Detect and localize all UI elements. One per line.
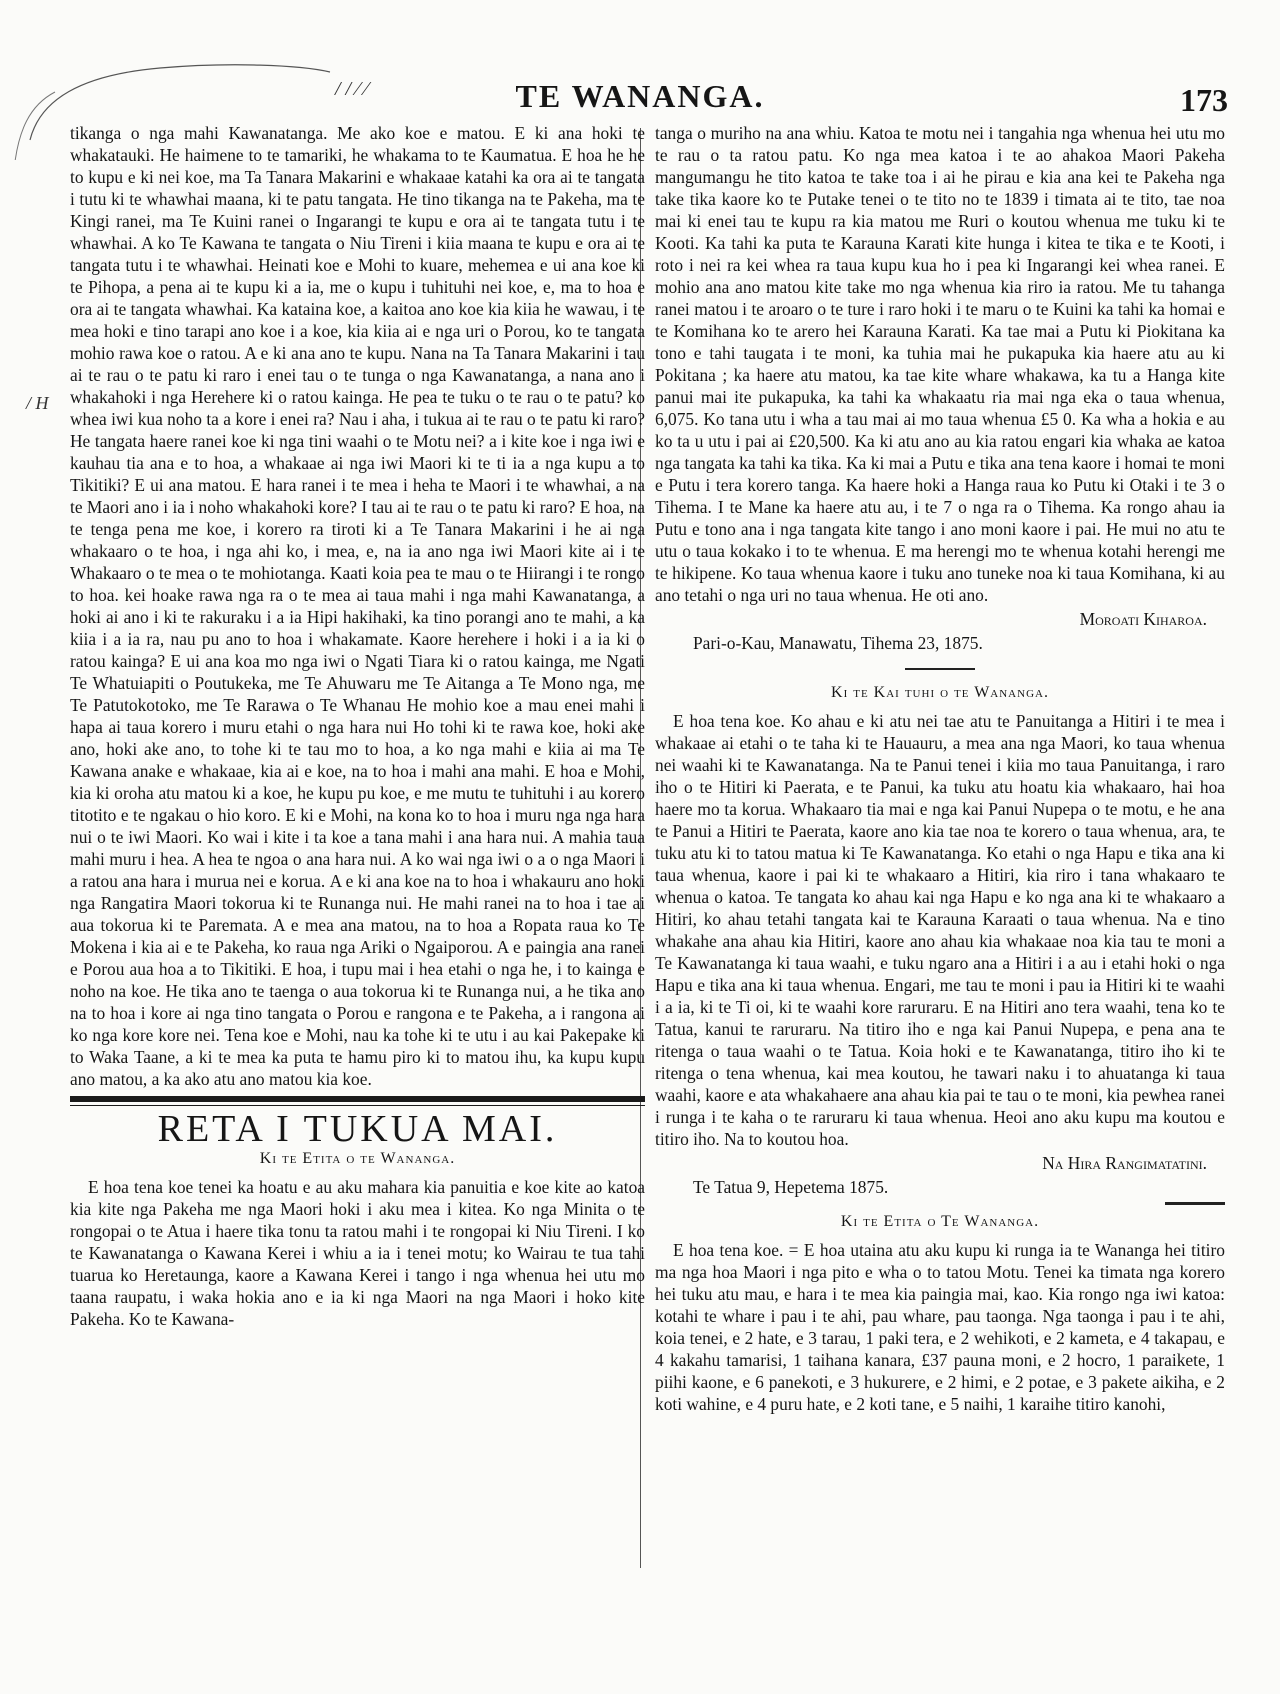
article-continuation: tikanga o nga mahi Kawanatanga. Me ako koe e matou. E ki ana hoki te whakatauki. He haimene to te tamariki, he whakama to te Kaumatua. E hoa he he to kupu e ki nei koe, ma Ta Tanara Makarini e whakaae katahi ka ora ai te tangata i tutu ki te whawhai maana, ki te patu tangata. He tino tikanga na te Pakeha, ma te Kingi ranei, ma Te Kuini ranei o Ingarangi te kupu e ora ai te tangata tutu i te whawhai. A ko Te Kawana te tangata o Niu Tireni i kiia maana te kupu e ora ai te tangata tutu i te whawhai. Heinati koe e Mohi to kuare, mehemea e ui ana koe ki te Pihopa, a pena ai te kupu ki a ia, me o kupu i tuhituhi nei koe, e, ma to hoa e ora ai te tangata whawhai. Ka kataina koe, a kaitoa ano koe kia kiia he wawau, i te mea hoki e tino tarapi ano koe i a koe, kia kiia ai e nga uri o Porou, ko te tangata mohio rawa koe o ratou. A e ki ana ano te kupu. Nana na Ta Tanara Makarini i tau ai te rau o te patu ki raro i enei tau o te tunga o nga Kawanatanga, a nana ano i whakahoki i nga Herehere ki o ratou kainga. He pea te tuku o te rau o te patu? ko whea iwi kua noho ta a kore i enei ra? Nau i aha, i tukua ai te rau o te patu ki raro? He tangata haere ranei koe ki nga tini waahi o te Motu nei? a i kite koe i nga iwi e kauhau tia ana e to hoa, a whakaae ai nga iwi Maori ki te ti ia a nga kupu a to Tikitiki? E ui ana matou. E hara ranei i te mea i heha te Maori i te whawhai, a na te Maori ano i ia i noho whakahoki kore? I tau ai te rau o te patu ki raro? E hoa, na te tenga pena me koe, i korero ra tiroti ki a Te Tanara Makarini i he ai nga whakaaro o te hoa, i nga ahi ko, i mea, e, na ia ano nga iwi Maori kite ai i te Whakaaro o te mea o te mohiotanga. Kaati koia pea te mau o te Hiirangi i te rongo to hoa. kei hoake rawa nga ra o te mea ai taua mahi i nga mahi Kawanatanga, a hoki ai ano i ki te rakuraku i a ia Hipi hakihaki, ka tino porangi ano te mahi, a ka kiia i a ia ra, nau pu ano to hoa i whakamate. Kaore herehere i hoki i a ia ki o ratou kainga? E ui ana koa mo nga iwi o Ngati Tiara ki o ratou kainga, me Ngati Te Whatuiapiti o Poutukeka, me Te Ahuwaru me Te Aitanga a Te Mono nga, me Te Patutokotoko, me Te Rarawa o Te Whanau He mohio koe a mau enei mahi i hapa ai taua korero i muru etahi o nga hara nui Ho tohi ki te rawa koe, hoki ake ano, hoki ake ano, to tohe ki te tau mo to hoa, a ko nga mahi e kiia ai ma Te Kawana anake e whakaae, kia ai e koe, na to hoa i mahi ana mahi. E hoa e Mohi, kia ki oroha atu matou ki a koe, he kupu pu koe, e me mutu te tuhituhi i au korero titotito e te ngakau o hio koro. E ki e Mohi, na kona ko to hoa i muru nga nga hara nui o te iwi Maori. Ko wai i kite i ta koe a tana mahi i ana hara nui. A mahia taua mahi muru i hea. A hea te ngoa o ana hara nui. A ko wai nga iwi o a o nga Maori i a ratou ana hara i murua nei e koruа. A e ki ana koe na to hoa i whakauru ano hoki nga Rangatira Maori tokorua ki te Runanga nui. He mahi ranei na to hoa i tae ai aua tokorua ki te Paremata. A e mea ana matou, na to hoa a Ropata raua ko Te Mokena i kia ai e te Pakeha, ko raua nga Ariki o Ngaiporou. A e paingia ana ranei e Porou aua hoa a to Tikitiki. E hoa, i tupu mai i hea etahi o nga he, i to kainga e noho na koe. He tika ano te taenga o aua tokorua ki te Runanga nui, a he tika ano na to hoa i kore ai nga tino tangata o Porou e rangona e te Pakeha, a i rangona ai ko nga kore kore nei. Tena koe e Mohi, nau ka tohe ki te utu i au kai Pakepake ki to Waka Taane, a ki te mea ka puta te hamu piro ki to matou ihu, ka kupu kupu ano matou, a ka ako atu ano matou kia koe. [70,123,645,1089]
masthead [0,0,1280,130]
signature: Moroati Kiharoa. [1079,609,1207,629]
newspaper-title: TE WANANGA. [515,78,765,114]
separator-rule [1165,1202,1225,1205]
page-number: 173 [1180,82,1228,118]
dateline: Te Tatua 9, Hepetema 1875. [693,1177,889,1197]
letter-continuation: tanga o muriho na ana whiu. Katoa te motu nei i tangahia nga whenua hei utu mo te rau o ta ratou patu. Ko nga mea katoa i te ao ahakoa Maori Pakeha mangumangu he tito katoa te take toa i ai he pirau e kia ana kei te Pakeha nga take tika kaore ko te Putake tenei o te tito no te 1839 i timata ai te tito, tae noa mai ki enei tau te kupu ra kia matou me Ruri o koutou whenua me tuku ki te Kooti. Ka tahi ka puta te Karauna Karati kite hunga i kitea te tika e te Kooti, i roto i nei ra kei whea ra taua kupu kua ho i pea ki Ingarangi kei whea ranei. E mohio ana ano matou kite take mo nga whenua kia riro ia ratou. Me tu tahanga ranei matou i te aroaro o te ture i raro hoki i te maru o te Kuini ka tahi ka homai e te Komihana ko te arero hei Karauna Karati. Ka tae mai a Putu ki Piokitana ka tono e tahi taugata i te moni, ka tuhia mai he pukapuka kia haere atu au ki Pokitana ; ka haere atu matou, ka tae kite whare whakawa, ka tu a Hanga kite panui mai ite pukapuka, ka tahi ka whakaatu ria mai nga eka o taua whenua, 6,075. Ko tana utu i wha a tau mai ai mo taua whenua £5 0. Ka wha a hokia e au ko ta u utu i pai ai £20,500. Ka ki atu ano au kia ratou engari kia whaka ae katoa nga tangata ka tahi ka tika. Ka ki mai a Putu e tika ana tena kaore i homai te moni e Putu i tera korero tanga. Ka haere hoki a Hanga raua ko Putu ki Otaki i te 3 o Tihema. I te Mane ka haere atu au, i te 7 o nga ra o Tihema. Ka rongo ahau ia Putu e tono ana i nga tangata kite tango i ano moni kaore i pai. He mui no atu te utu o taua kokako i to te whenua. E ma herengi mo te whenua kotahi herengi me te hikipene. Ko taua whenua kaore i tuku ano tuneke noa ki taua Komihana, ki au ano tetahi o nga uri no taua whenua. He oti ano. [655,123,1225,605]
margin-annotation: / H [26,393,49,413]
handwritten-mark: / / ⁄ ⁄ [335,78,368,100]
section-rule-thin [70,1105,645,1106]
letter-heading: Ki te Etita o Te Wananga. [840,1213,1040,1230]
letter-paragraph: E hoa tena koe. Ko ahau e ki atu nei tae atu te Panuitanga a Hitiri i te mea i whakaae ai etahi o te taha ki te Hauauru, a mea ana nga Maori, ko taua whenua nei waahi ki te Kawanatanga. Na te Panui tenei i kiia mo taua Panuitanga, i raro iho o te Hitiri ki Paerata, e te Panui, ka tuku atu hoatu kia whakaaro, hai hoa haere mo ta koruа. Whakaaro tia mai e nga kai Panui Nupepa o te motu, e he ana te Panui a Hitiri te Paerata, kaore ano kia tae noa te korero o taua whenua, ara, te tuku atu ki to tatou matua ki Te Kawanatanga. Ko etahi o nga Hapu e tika ana ki taua whenua, kaore i pai ki te whakaaro a Hitiri, kia riro i tana whakaaro te whenua o katoa. Te tangata ko ahau kai nga Hapu e ko nga ana ki te whakaaro a Hitiri, ko ahau tetahi tangata kai te Karauna Karaati o taua whenua. Na e tino whakahe ana ahau kia Hitiri, kaore ano ahau kia whakaae noa kia tau te moni a Te Kawanatanga ki taua waahi, e tuku ngaro ana a Hitiri i a au i etahi hoki o nga Hapu e tika ana ki taua whenua. Engari, me tau te moni i pau ia Hitiri ki te waahi i a ia, ki te Ti oi, ki te waahi kore raruraru. E na Hitiri ano tera waahi, tena ko te Tatua, kanui te raruraru. Na titiro iho e nga kai Panui Nupepa, e pena ana te ritenga o taua waahi o te Tatua. Koia hoki e te Kawanatanga, titiro iho ki te ritenga o tena whenua, kai mea koutou, he tawari naku i to ahuatanga ki taua waahi, kaore e ata whakahaere ana ahau kia pai te tau o te moni, kia pewhea ranei i runga i te kaha o te raruraru ki taua whenua. Heoi ano aku kupu ma koutou e titiro iho. Na to koutou hoa. [655,711,1225,1149]
section-rule-thick [70,1096,645,1102]
letters-heading: RETA I TUKUA MAI. [157,1108,558,1150]
signature: Na Hira Rangimatatini. [1042,1153,1207,1173]
left-column [70,122,645,1332]
letter-salutation-heading: Ki te Etita o te Wananga. [259,1150,456,1167]
dateline: Pari-o-Kau, Manawatu, Tihema 23, 1875. [693,633,983,653]
right-column [655,122,1225,1417]
letter-paragraph: E hoa tena koe. = E hoa utaina atu aku kupu ki runga ia te Wananga hei titiro ma nga hoa Maori i nga pito e wha o to tatou Motu. Tenei ka timata nga korero hei tuku atu mau, e hara i te mea kia paingia mai, kao. Kia rongo nga iwi katoa: kotahi te whare i pau i te ahi, pau whare, pau taonga. Nga taonga i pau i te ahi, koia tenei, e 2 hate, e 3 tarau, 1 paki tera, e 2 wehikoti, e 2 kameta, e 4 takapau, e 4 kakahu tamarisi, 1 taihana kanara, £37 pauna moni, e 2 hocro, 1 paraikete, 1 piihi kaone, e 6 panekoti, e 3 hukurere, e 2 himi, e 2 potae, e 3 pakete aikiha, e 2 koti wahine, e 4 puru hate, e 2 koti tane, e 5 naihi, 1 karaihe titiro kanohi, [655,1240,1225,1414]
letter-heading: Ki te Kai tuhi o te Wananga. [831,684,1049,701]
separator-rule [905,668,975,670]
letter-paragraph: E hoa tena koe tenei ka hoatu e au aku mahara kia panuitia e koe kite ao katoa kia kite nga Pakeha me nga Maori hoki i aku mea i kitea. Ko nga Minita o te rongopai o te Atua i haere tika tonu ta ratou mahi i te rongopai ki Niu Tireni. I ko te Kawanatanga o Kawana Kerei i whiu a ia i tenei motu; ko Wairau te tua tahi tuarua ko Heretaunga, kaore a Kawana Kerei i tango i nga whenua hei utu mo taana raupatu, i waka hokia ano e ia ki nga Maori na nga Maori i hoko kite Pakeha. Ko te Kawana- [70,1177,645,1329]
